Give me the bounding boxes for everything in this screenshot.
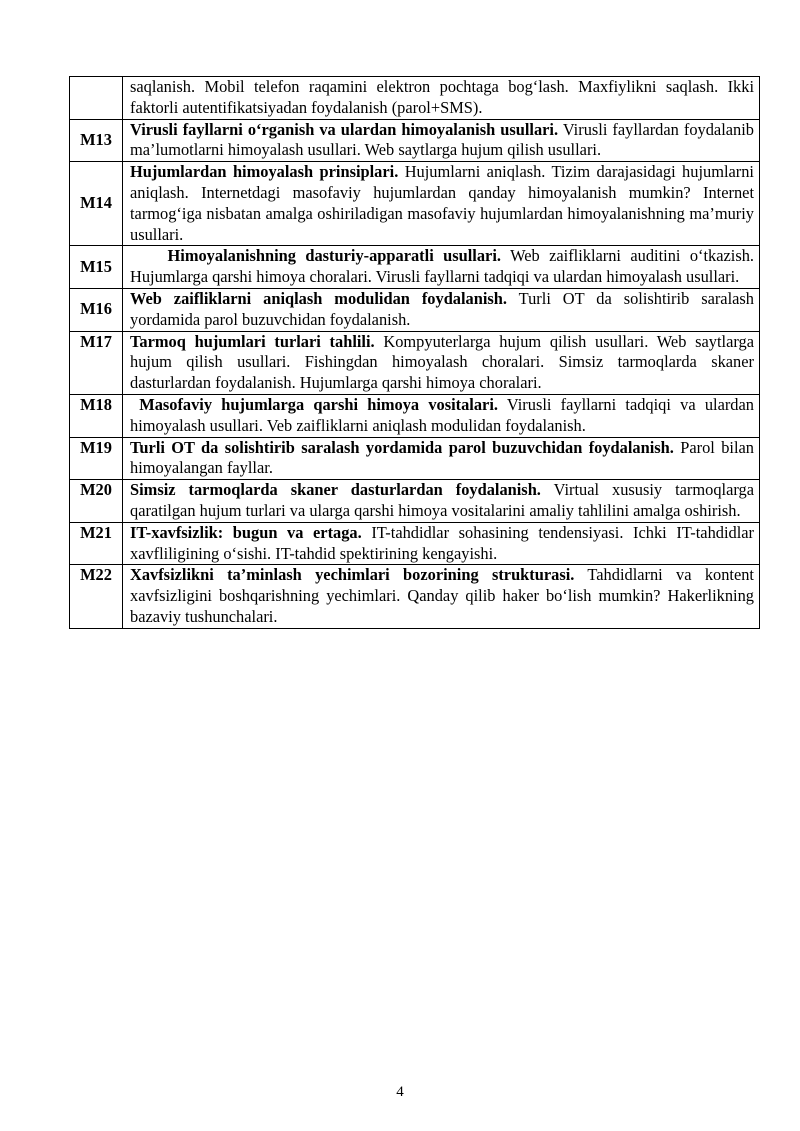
module-code: M13 — [70, 119, 123, 162]
module-code: M20 — [70, 480, 123, 523]
table-row — [70, 288, 760, 331]
module-code: M19 — [70, 437, 123, 480]
module-text: Web zaifliklarni auditini o‘tkazish. Hujumlarga qarshi himoya choralari. Virusli fayllarni tadqiqi va ulardan himoyalash usullari. — [130, 246, 755, 287]
module-description — [123, 77, 760, 120]
module-description — [123, 288, 760, 331]
module-title: Web zaifliklarni aniqlash modulidan foydalanish. — [130, 288, 508, 308]
page-number: 4 — [396, 1084, 404, 1100]
module-title: Masofaviy hujumlarga qarshi himoya vositalari. — [139, 394, 498, 414]
module-text: saqlanish. Mobil telefon raqamini elektron pochtaga bog‘lash. Maxfiylikni saqlash. Ikki faktorli autentifikatsiyadan foydalanish (parol+SMS). — [130, 77, 754, 117]
module-code: M16 — [70, 288, 123, 331]
module-code: M22 — [70, 565, 123, 628]
module-title: Tarmoq hujumlari turlari tahlili. — [130, 331, 375, 351]
table-row — [70, 394, 760, 437]
module-code: M15 — [70, 246, 123, 289]
module-code — [70, 77, 123, 120]
module-description — [123, 394, 760, 437]
module-title: IT-xavfsizlik: bugun va ertaga. — [130, 522, 362, 542]
module-text: Virtual xususiy tarmoqlarga qaratilgan hujum turlari va ularga qarshi himoya vositalarini amaliy tahlilini amalga oshirish. — [130, 480, 754, 520]
table-row — [70, 565, 760, 628]
table-row — [70, 162, 760, 246]
module-title: Hujumlardan himoyalash prinsiplari. — [130, 162, 399, 182]
table-row — [70, 331, 760, 394]
table-row — [70, 522, 760, 565]
table-row — [70, 77, 760, 120]
module-text: Parol bilan himoyalangan fayllar. — [130, 437, 754, 478]
module-description — [123, 162, 760, 246]
module-code: M17 — [70, 331, 123, 394]
module-title: Virusli fayllarni o‘rganish va ulardan himoyalanish usullari. — [130, 119, 559, 139]
module-description — [123, 522, 760, 565]
module-code: M21 — [70, 522, 123, 565]
module-text: Turli OT da solishtirib saralash yordamida parol buzuvchidan foydalanish. — [130, 288, 754, 329]
table-row — [70, 119, 760, 162]
module-description — [123, 480, 760, 523]
module-title: Xavfsizlikni ta’minlash yechimlari bozorining strukturasi. — [130, 565, 575, 585]
module-description — [123, 437, 760, 480]
module-text: Hujumlarni aniqlash. Tizim darajasidagi hujumlarni aniqlash. Internetdagi masofaviy hujumlardan qanday himoyalanish mumkin? Internet tarmog‘iga nisbatan amalga oshiriladigan masofaviy hujumlardan himoyalanishning ma’muriy usullari. — [130, 162, 754, 244]
module-title: Turli OT da solishtirib saralash yordamida parol buzuvchidan foydalanish. — [130, 437, 674, 457]
module-description — [123, 565, 760, 628]
module-text: IT-tahdidlar sohasining tendensiyasi. Ichki IT-tahdidlar xavfliligining o‘sishi. IT-tahdid spektirining kengayishi. — [130, 522, 755, 563]
module-text: Tahdidlarni va kontent xavfsizligini boshqarishning yechimlari. Qanday qilib haker bo‘lish mumkin? Hakerlikning bazaviy tushunchalari. — [130, 565, 754, 626]
module-description — [123, 246, 760, 289]
module-text: Virusli fayllarni tadqiqi va ulardan himoyalash usullari. Veb zaifliklarni aniqlash modulidan foydalanish. — [130, 394, 754, 435]
module-code: M18 — [70, 394, 123, 437]
table-row — [70, 246, 760, 289]
module-table — [69, 76, 760, 629]
module-description — [123, 119, 760, 162]
table-row — [70, 437, 760, 480]
module-text: Kompyuterlarga hujum qilish usullari. Web saytlarga hujum qilish usullari. Fishingdan himoyalash choralari. Simsiz tarmoqlarda skaner dasturlardan foydalanish. Hujumlarga qarshi himoya choralari. — [130, 331, 754, 393]
module-description — [123, 331, 760, 394]
module-text: Virusli fayllardan foydalanib ma’lumotlarni himoyalash usullari. Web saytlarga hujum qilish usullari. — [130, 119, 754, 160]
module-title: Simsiz tarmoqlarda skaner dasturlardan foydalanish. — [130, 480, 541, 500]
table-row — [70, 480, 760, 523]
module-code: M14 — [70, 162, 123, 246]
module-title: Himoyalanishning dasturiy-apparatli usullari. — [167, 246, 501, 266]
